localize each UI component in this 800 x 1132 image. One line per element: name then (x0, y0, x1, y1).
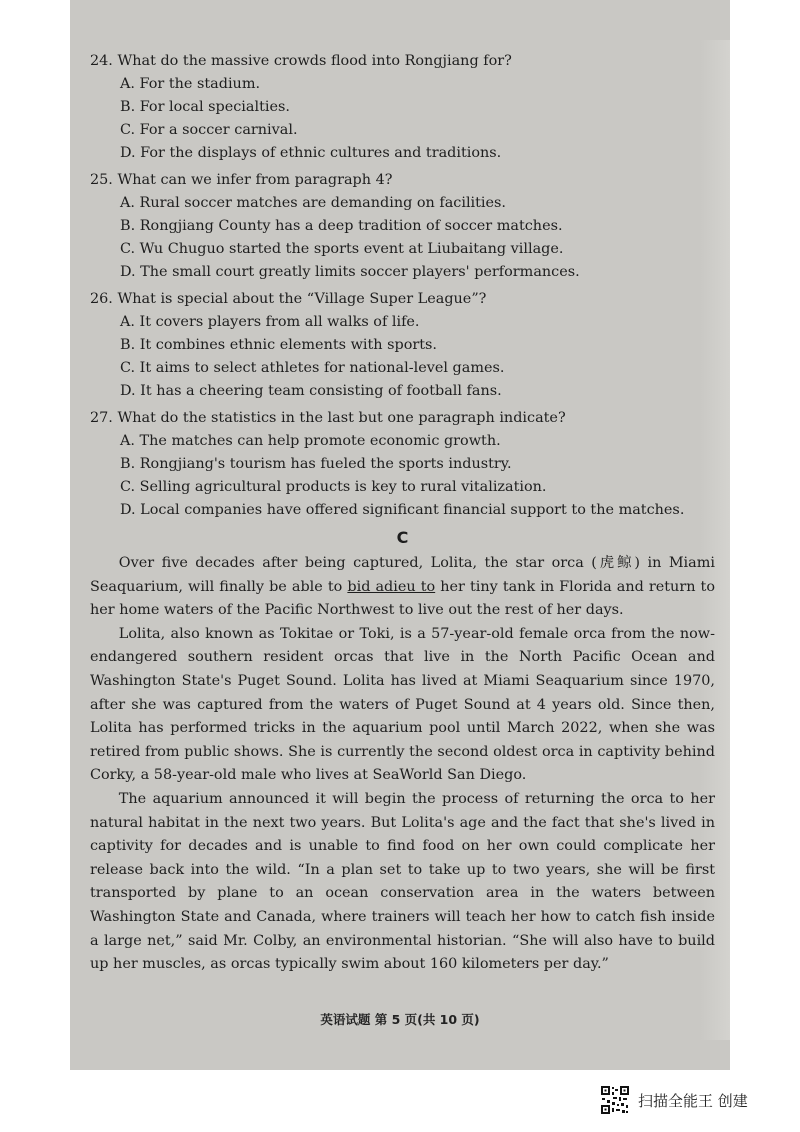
page-footer: 英语试题 第 5 页(共 10 页) (320, 1012, 480, 1027)
option-b: B. Rongjiang's tourism has fueled the sports industry. (120, 456, 512, 472)
option-b: B. Rongjiang County has a deep tradition of soccer matches. (120, 218, 563, 234)
option-d: D. It has a cheering team consisting of football fans. (120, 383, 502, 399)
paragraph-text: her tiny tank in Florida and return to her home waters of the Pacific Northwest to live out the rest of her days. (90, 578, 715, 619)
option-d: D. Local companies have offered significant financial support to the matches. (120, 502, 685, 518)
qr-code-icon (600, 1085, 630, 1115)
option-a: A. It covers players from all walks of life. (120, 314, 420, 330)
page-content (90, 50, 715, 977)
question-24 (90, 50, 715, 165)
passage-paragraph-1 (90, 552, 715, 623)
question-25 (90, 169, 715, 284)
scanner-label: 扫描全能王 创建 (638, 1091, 748, 1110)
paragraph-text: Over five decades after being captured, Lolita, the star orca (虎鲸) in Miami Seaquarium, will finally be able to (90, 555, 715, 595)
scanner-watermark (600, 1083, 748, 1117)
option-a: A. Rural soccer matches are demanding on facilities. (120, 195, 507, 211)
option-b: B. It combines ethnic elements with sports. (120, 337, 438, 353)
question-stem: 24. What do the massive crowds flood into Rongjiang for? (90, 53, 512, 69)
question-26 (90, 288, 715, 403)
question-27 (90, 407, 715, 522)
option-c: C. It aims to select athletes for national-level games. (120, 360, 505, 376)
question-stem: 26. What is special about the “Village Super League”? (90, 291, 487, 307)
question-stem: 27. What do the statistics in the last but one paragraph indicate? (90, 410, 566, 426)
option-b: B. For local specialties. (120, 99, 290, 115)
passage-paragraph-3: The aquarium announced it will begin the process of returning the orca to her natural habitat in the next two years. But Lolita's age and the fact that she's lived in captivity for decades and is unable to find food on her own could complicate her release back into the wild. “In a plan set to take up to two years, she will be first transported by plane to an ocean conservation area in the waters between Washington State and Canada, where trainers will teach her how to catch fish inside a large net,” said Mr. Colby, an environmental historian. “She will also have to build up her muscles, as orcas typically swim about 160 kilometers per day.” (90, 790, 715, 973)
question-stem: 25. What can we infer from paragraph 4? (90, 172, 393, 188)
passage-paragraph-2: Lolita, also known as Tokitae or Toki, is a 57-year-old female orca from the now-endangered southern resident orcas that live in the North Pacific Ocean and Washington State's Puget Sound. Lolita has lived at Miami Seaquarium since 1970, after she was captured from the waters of Puget Sound at 4 years old. Since then, Lolita has performed tricks in the aquarium pool until March 2022, when she was retired from public shows. She is currently the second oldest orca in captivity behind Corky, a 58-year-old male who lives at SeaWorld San Diego. (90, 625, 715, 784)
exam-page (70, 0, 730, 1070)
option-a: A. The matches can help promote economic growth. (120, 433, 501, 449)
option-c: C. For a soccer carnival. (120, 122, 298, 138)
underlined-phrase: bid adieu to (347, 578, 436, 595)
option-d: D. The small court greatly limits soccer players' performances. (120, 264, 580, 280)
option-c: C. Selling agricultural products is key to rural vitalization. (120, 479, 547, 495)
option-a: A. For the stadium. (120, 76, 261, 92)
option-c: C. Wu Chuguo started the sports event at Liubaitang village. (120, 241, 564, 257)
option-d: D. For the displays of ethnic cultures and traditions. (120, 145, 502, 161)
section-heading: C (396, 528, 409, 547)
